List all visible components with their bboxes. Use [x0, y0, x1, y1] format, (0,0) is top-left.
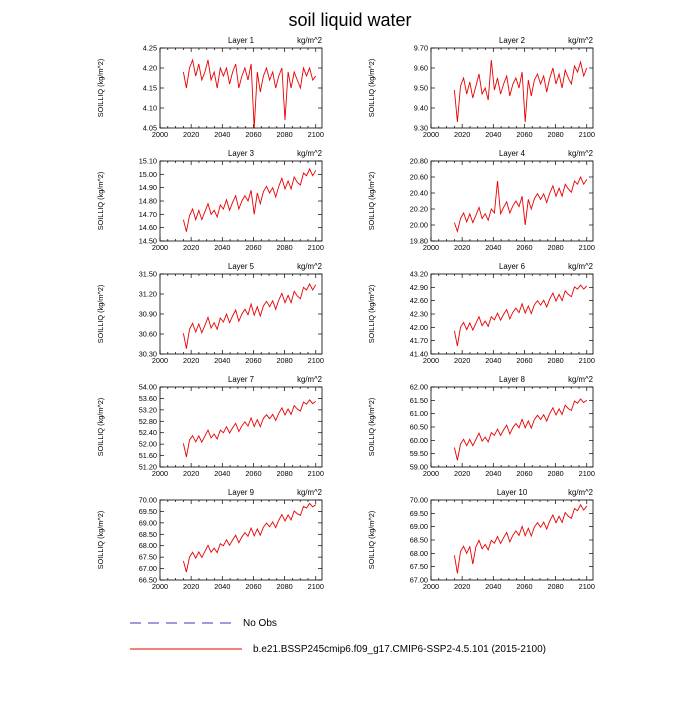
svg-text:2000: 2000	[422, 469, 440, 478]
svg-text:9.60: 9.60	[413, 63, 428, 73]
svg-text:2080: 2080	[276, 469, 293, 478]
no-obs-label: No Obs	[243, 617, 277, 629]
svg-text:52.00: 52.00	[138, 439, 157, 449]
svg-text:69.50: 69.50	[138, 506, 157, 516]
page-title: soil liquid water	[288, 10, 412, 30]
layer-title: Layer 9	[227, 488, 255, 497]
svg-text:2100: 2100	[307, 356, 324, 365]
svg-text:2040: 2040	[485, 243, 502, 252]
chart-panel-10	[363, 487, 608, 600]
svg-text:15.00: 15.00	[138, 169, 157, 179]
chart-layer-9	[92, 487, 337, 600]
svg-text:2040: 2040	[485, 582, 502, 591]
chart-layer-6	[363, 261, 608, 374]
svg-text:2020: 2020	[183, 469, 200, 478]
layer-title: Layer 2	[498, 36, 526, 45]
axis-ticks	[431, 500, 593, 580]
svg-text:15.10: 15.10	[138, 156, 157, 166]
svg-text:2100: 2100	[578, 582, 595, 591]
svg-text:14.60: 14.60	[138, 223, 157, 233]
svg-text:9.30: 9.30	[413, 123, 428, 133]
svg-text:67.00: 67.00	[138, 564, 157, 574]
svg-text:2020: 2020	[454, 243, 471, 252]
svg-text:51.20: 51.20	[138, 462, 157, 472]
svg-text:52.40: 52.40	[138, 428, 157, 438]
chart-panel-6	[363, 261, 608, 374]
svg-text:2020: 2020	[183, 130, 200, 139]
series-line	[454, 505, 586, 574]
svg-text:2040: 2040	[214, 582, 231, 591]
svg-text:70.00: 70.00	[409, 495, 428, 505]
chart-panel-5	[92, 261, 337, 374]
no-obs-dashed-line	[128, 619, 234, 627]
svg-text:2020: 2020	[454, 130, 471, 139]
svg-text:2060: 2060	[245, 582, 262, 591]
svg-text:2040: 2040	[214, 130, 231, 139]
unit-label: kg/m^2	[297, 375, 322, 384]
axis-ticks	[431, 161, 593, 241]
svg-text:68.00: 68.00	[138, 541, 157, 551]
svg-text:61.50: 61.50	[409, 395, 428, 405]
svg-text:9.50: 9.50	[413, 83, 428, 93]
unit-label: kg/m^2	[297, 488, 322, 497]
legend-row-series	[128, 636, 700, 662]
chart-panel-2	[363, 35, 608, 148]
tick-labels	[139, 270, 324, 366]
svg-text:2040: 2040	[485, 469, 502, 478]
y-axis-title: SOILLIQ (kg/m^2)	[367, 58, 376, 118]
legend-row-no-obs	[128, 610, 700, 636]
chart-panel-4	[363, 148, 608, 261]
chart-panel-1	[92, 35, 337, 148]
svg-text:69.00: 69.00	[138, 518, 157, 528]
layer-title: Layer 8	[498, 375, 526, 384]
plot-frame	[160, 48, 322, 128]
unit-label: kg/m^2	[297, 149, 322, 158]
svg-text:30.60: 30.60	[138, 329, 157, 339]
svg-text:30.90: 30.90	[138, 309, 157, 319]
unit-label: kg/m^2	[568, 262, 593, 271]
layer-title: Layer 6	[498, 262, 526, 271]
svg-text:14.70: 14.70	[138, 209, 157, 219]
y-axis-title: SOILLIQ (kg/m^2)	[367, 510, 376, 570]
svg-text:2060: 2060	[245, 243, 262, 252]
svg-text:2100: 2100	[307, 130, 324, 139]
svg-text:4.25: 4.25	[142, 43, 157, 53]
legend	[128, 610, 700, 662]
svg-text:2020: 2020	[454, 582, 471, 591]
svg-text:2100: 2100	[578, 243, 595, 252]
svg-text:14.80: 14.80	[138, 196, 157, 206]
series-line	[454, 285, 586, 346]
unit-label: kg/m^2	[568, 488, 593, 497]
svg-text:19.80: 19.80	[409, 236, 428, 246]
svg-text:4.05: 4.05	[142, 123, 157, 133]
svg-text:2040: 2040	[214, 243, 231, 252]
series-label: b.e21.BSSP245cmip6.f09_g17.CMIP6-SSP2-4.5.101 (2015-2100)	[253, 643, 546, 655]
svg-text:67.00: 67.00	[409, 575, 428, 585]
svg-text:2100: 2100	[578, 356, 595, 365]
svg-text:61.00: 61.00	[409, 409, 428, 419]
svg-text:14.90: 14.90	[138, 183, 157, 193]
unit-label: kg/m^2	[568, 375, 593, 384]
y-axis-title: SOILLIQ (kg/m^2)	[96, 171, 105, 231]
unit-label: kg/m^2	[568, 36, 593, 45]
svg-text:41.70: 41.70	[409, 336, 428, 346]
layer-title: Layer 10	[496, 488, 528, 497]
y-axis-title: SOILLIQ (kg/m^2)	[96, 510, 105, 570]
svg-text:2080: 2080	[547, 356, 564, 365]
series-line	[454, 60, 586, 122]
unit-label: kg/m^2	[297, 36, 322, 45]
svg-text:4.10: 4.10	[142, 103, 157, 113]
svg-text:42.00: 42.00	[409, 322, 428, 332]
svg-text:2060: 2060	[245, 356, 262, 365]
svg-text:20.60: 20.60	[409, 172, 428, 182]
tick-labels	[410, 383, 595, 479]
svg-text:2000: 2000	[151, 243, 169, 252]
unit-label: kg/m^2	[297, 262, 322, 271]
svg-text:2000: 2000	[151, 469, 169, 478]
unit-label: kg/m^2	[568, 149, 593, 158]
svg-text:2000: 2000	[422, 356, 440, 365]
plot-frame	[160, 500, 322, 580]
svg-text:60.00: 60.00	[409, 435, 428, 445]
svg-text:41.40: 41.40	[409, 349, 428, 359]
series-line	[183, 503, 315, 572]
svg-text:69.00: 69.00	[409, 522, 428, 532]
svg-text:2040: 2040	[214, 469, 231, 478]
svg-text:2020: 2020	[183, 582, 200, 591]
svg-text:9.40: 9.40	[413, 103, 428, 113]
svg-text:2060: 2060	[516, 582, 533, 591]
layer-title: Layer 3	[227, 149, 255, 158]
tick-labels	[410, 496, 595, 592]
svg-text:2000: 2000	[422, 243, 440, 252]
chart-layer-2	[363, 35, 608, 148]
svg-text:52.80: 52.80	[138, 416, 157, 426]
svg-text:20.20: 20.20	[409, 204, 428, 214]
series-line	[183, 284, 315, 349]
series-line	[454, 399, 586, 460]
plot-frame	[431, 387, 593, 467]
tick-labels	[139, 157, 324, 253]
axis-ticks	[160, 161, 322, 241]
svg-text:2080: 2080	[547, 130, 564, 139]
svg-text:2000: 2000	[422, 130, 440, 139]
plot-frame	[160, 274, 322, 354]
svg-text:42.60: 42.60	[409, 296, 428, 306]
y-axis-title: SOILLIQ (kg/m^2)	[367, 171, 376, 231]
chart-layer-3	[92, 148, 337, 261]
svg-text:2080: 2080	[547, 582, 564, 591]
svg-text:68.50: 68.50	[409, 535, 428, 545]
axis-ticks	[160, 48, 322, 128]
svg-text:42.90: 42.90	[409, 282, 428, 292]
svg-text:2000: 2000	[151, 356, 169, 365]
svg-text:67.50: 67.50	[409, 562, 428, 572]
series-line	[183, 400, 315, 457]
svg-text:2060: 2060	[516, 130, 533, 139]
svg-text:2040: 2040	[485, 356, 502, 365]
svg-text:20.00: 20.00	[409, 220, 428, 230]
svg-text:2060: 2060	[516, 243, 533, 252]
tick-labels	[410, 157, 595, 253]
chart-layer-5	[92, 261, 337, 374]
svg-text:70.00: 70.00	[138, 495, 157, 505]
svg-text:53.60: 53.60	[138, 393, 157, 403]
series-legend-line	[128, 645, 244, 653]
chart-panel-3	[92, 148, 337, 261]
plot-frame	[431, 500, 593, 580]
svg-text:2100: 2100	[307, 582, 324, 591]
svg-text:67.50: 67.50	[138, 552, 157, 562]
svg-text:2060: 2060	[245, 469, 262, 478]
plot-frame	[431, 161, 593, 241]
svg-text:68.50: 68.50	[138, 529, 157, 539]
axis-ticks	[431, 387, 593, 467]
chart-layer-10	[363, 487, 608, 600]
charts-grid	[92, 35, 608, 600]
svg-text:4.20: 4.20	[142, 63, 157, 73]
chart-layer-4	[363, 148, 608, 261]
svg-text:2060: 2060	[516, 356, 533, 365]
svg-text:2080: 2080	[276, 582, 293, 591]
svg-text:59.00: 59.00	[409, 462, 428, 472]
svg-text:42.30: 42.30	[409, 309, 428, 319]
svg-text:2080: 2080	[547, 469, 564, 478]
plot-frame	[160, 161, 322, 241]
svg-text:2020: 2020	[183, 356, 200, 365]
svg-text:2100: 2100	[307, 243, 324, 252]
chart-layer-7	[92, 374, 337, 487]
y-axis-title: SOILLIQ (kg/m^2)	[96, 284, 105, 344]
chart-panel-9	[92, 487, 337, 600]
svg-text:2000: 2000	[422, 582, 440, 591]
svg-text:20.80: 20.80	[409, 156, 428, 166]
svg-text:68.00: 68.00	[409, 548, 428, 558]
svg-text:2080: 2080	[276, 356, 293, 365]
layer-title: Layer 7	[227, 375, 255, 384]
svg-text:2100: 2100	[578, 130, 595, 139]
svg-text:2060: 2060	[245, 130, 262, 139]
svg-text:2100: 2100	[578, 469, 595, 478]
svg-text:2020: 2020	[454, 356, 471, 365]
svg-text:14.50: 14.50	[138, 236, 157, 246]
layer-title: Layer 4	[498, 149, 526, 158]
svg-text:66.50: 66.50	[138, 575, 157, 585]
svg-text:20.40: 20.40	[409, 188, 428, 198]
svg-text:2000: 2000	[151, 582, 169, 591]
series-line	[183, 60, 315, 128]
svg-text:54.00: 54.00	[138, 382, 157, 392]
svg-text:30.30: 30.30	[138, 349, 157, 359]
tick-labels	[414, 44, 595, 140]
tick-labels	[143, 44, 324, 140]
layer-title: Layer 1	[227, 36, 255, 45]
svg-text:51.60: 51.60	[138, 451, 157, 461]
y-axis-title: SOILLIQ (kg/m^2)	[367, 397, 376, 457]
svg-text:43.20: 43.20	[409, 269, 428, 279]
tick-labels	[139, 496, 324, 592]
svg-text:9.70: 9.70	[413, 43, 428, 53]
svg-text:31.20: 31.20	[138, 289, 157, 299]
series-line	[454, 177, 586, 231]
svg-text:2060: 2060	[516, 469, 533, 478]
svg-text:2040: 2040	[214, 356, 231, 365]
series-line	[183, 169, 315, 232]
svg-text:2080: 2080	[276, 130, 293, 139]
y-axis-title: SOILLIQ (kg/m^2)	[96, 58, 105, 118]
svg-text:53.20: 53.20	[138, 405, 157, 415]
y-axis-title: SOILLIQ (kg/m^2)	[96, 397, 105, 457]
axis-ticks	[160, 500, 322, 580]
chart-layer-8	[363, 374, 608, 487]
svg-text:2040: 2040	[485, 130, 502, 139]
svg-text:2100: 2100	[307, 469, 324, 478]
svg-text:2080: 2080	[547, 243, 564, 252]
axis-ticks	[160, 274, 322, 354]
svg-text:62.00: 62.00	[409, 382, 428, 392]
y-axis-title: SOILLIQ (kg/m^2)	[367, 284, 376, 344]
chart-layer-1	[92, 35, 337, 148]
layer-title: Layer 5	[227, 262, 255, 271]
svg-text:60.50: 60.50	[409, 422, 428, 432]
svg-text:2020: 2020	[454, 469, 471, 478]
svg-text:2000: 2000	[151, 130, 169, 139]
chart-panel-8	[363, 374, 608, 487]
svg-text:69.50: 69.50	[409, 508, 428, 518]
svg-text:2020: 2020	[183, 243, 200, 252]
chart-panel-7	[92, 374, 337, 487]
svg-text:31.50: 31.50	[138, 269, 157, 279]
svg-text:2080: 2080	[276, 243, 293, 252]
svg-text:4.15: 4.15	[142, 83, 157, 93]
svg-text:59.50: 59.50	[409, 449, 428, 459]
